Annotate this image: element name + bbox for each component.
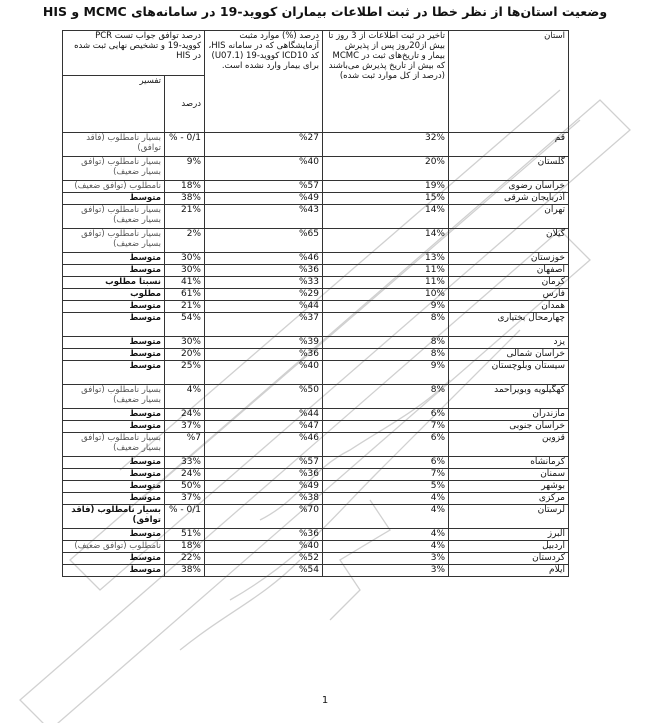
table-row [63,565,569,577]
interpretation-cell: متوسط [63,409,165,421]
province-cell: قم [449,133,569,157]
interpretation-cell: نامطلوب (توافق ضعیف) [63,181,165,193]
province-cell: مرکزی [449,493,569,505]
positive-lab-cell: %49 [205,193,323,205]
positive-lab-cell: %36 [205,529,323,541]
late-entry-cell: 20% [323,157,449,181]
positive-lab-cell: %46 [205,433,323,457]
positive-lab-cell: %47 [205,421,323,433]
province-cell: آذربایجان شرقی [449,193,569,205]
late-entry-cell: 14% [323,205,449,229]
province-cell: اصفهان [449,265,569,277]
document-title: وضعیت استان‌ها از نظر خطا در ثبت اطلاعات بیماران کووید-19 در سامانه‌های MCMC و HIS [42,4,608,19]
late-entry-cell: 8% [323,349,449,361]
positive-lab-cell: %37 [205,313,323,337]
late-entry-cell: 8% [323,337,449,349]
pcr-percent-cell: 24% [165,409,205,421]
header-province: استان [449,31,569,133]
header-positive-lab: درصد (%) موارد مثبت آزمایشگاهی که در سامانه HIS، کد ICD10 کووید-19 (U07.1) برای بیمار وارد نشده است. [205,31,323,133]
interpretation-cell: بسیار نامطلوب (فاقد توافق) [63,505,165,529]
pcr-percent-cell: 54% [165,313,205,337]
positive-lab-cell: %43 [205,205,323,229]
interpretation-cell: بسیار نامطلوب (توافق بسیار ضعیف) [63,229,165,253]
province-cell: چهارمحال بختیاری [449,313,569,337]
interpretation-cell: متوسط [63,253,165,265]
pcr-percent-cell: 41% [165,277,205,289]
province-cell: لرستان [449,505,569,529]
late-entry-cell: 15% [323,193,449,205]
province-cell: خراسان شمالی [449,349,569,361]
interpretation-cell: متوسط [63,265,165,277]
table-row [63,313,569,337]
positive-lab-cell: %29 [205,289,323,301]
province-cell: خراسان رضوی [449,181,569,193]
table-row [63,289,569,301]
table-row [63,529,569,541]
interpretation-cell: متوسط [63,457,165,469]
table-row [63,157,569,181]
late-entry-cell: 19% [323,181,449,193]
pcr-percent-cell: 9% [165,157,205,181]
header-pcr-percent: درصد [165,76,205,133]
positive-lab-cell: %57 [205,181,323,193]
late-entry-cell: 6% [323,457,449,469]
pcr-percent-cell: 21% [165,205,205,229]
interpretation-cell: بسیار نامطلوب (توافق بسیار ضعیف) [63,157,165,181]
positive-lab-cell: %44 [205,301,323,313]
late-entry-cell: 6% [323,409,449,421]
pcr-percent-cell: 0/1 - % [165,133,205,157]
table-row [63,505,569,529]
positive-lab-cell: %38 [205,493,323,505]
table-body [63,133,569,577]
table-row [63,361,569,385]
province-cell: کهگیلویه وبویراحمد [449,385,569,409]
late-entry-cell: 6% [323,433,449,457]
table-row [63,433,569,457]
interpretation-cell: متوسط [63,565,165,577]
interpretation-cell: نامطلوب (توافق ضعیف) [63,541,165,553]
positive-lab-cell: %40 [205,157,323,181]
province-cell: خراسان جنوبی [449,421,569,433]
positive-lab-cell: %36 [205,349,323,361]
province-cell: سیستان وبلوچستان [449,361,569,385]
interpretation-cell: بسیار نامطلوب (توافق بسیار ضعیف) [63,205,165,229]
interpretation-cell: بسیار نامطلوب (فاقد توافق) [63,133,165,157]
pcr-percent-cell: 30% [165,265,205,277]
interpretation-cell: متوسط [63,313,165,337]
province-cell: کرمان [449,277,569,289]
positive-lab-cell: %27 [205,133,323,157]
province-cell: خوزستان [449,253,569,265]
interpretation-cell: بسیار نامطلوب (توافق بسیار ضعیف) [63,385,165,409]
province-cell: بوشهر [449,481,569,493]
header-pcr-interpretation: تفسیر [63,76,165,133]
table-row [63,553,569,565]
interpretation-cell: متوسط [63,469,165,481]
pcr-percent-cell: 22% [165,553,205,565]
pcr-percent-cell: 30% [165,337,205,349]
positive-lab-cell: %52 [205,553,323,565]
pcr-percent-cell: 20% [165,349,205,361]
table-row [63,541,569,553]
late-entry-cell: 14% [323,229,449,253]
table-row [63,181,569,193]
table-row [63,301,569,313]
table-row [63,385,569,409]
positive-lab-cell: %49 [205,481,323,493]
pcr-percent-cell: 51% [165,529,205,541]
interpretation-cell: متوسط [63,349,165,361]
province-cell: یزد [449,337,569,349]
positive-lab-cell: %65 [205,229,323,253]
interpretation-cell: متوسط [63,301,165,313]
province-cell: قزوین [449,433,569,457]
table-row [63,493,569,505]
late-entry-cell: 11% [323,265,449,277]
interpretation-cell: متوسط [63,193,165,205]
province-cell: ایلام [449,565,569,577]
late-entry-cell: 5% [323,481,449,493]
province-cell: فارس [449,289,569,301]
pcr-percent-cell: 2% [165,229,205,253]
table-row [63,349,569,361]
positive-lab-cell: %39 [205,337,323,349]
positive-lab-cell: %40 [205,541,323,553]
pcr-percent-cell: 25% [165,361,205,385]
late-entry-cell: 4% [323,529,449,541]
table-row [63,277,569,289]
positive-lab-cell: %57 [205,457,323,469]
table-row [63,481,569,493]
pcr-percent-cell: 33% [165,457,205,469]
positive-lab-cell: %54 [205,565,323,577]
pcr-percent-cell: 37% [165,421,205,433]
table-row [63,469,569,481]
table-row [63,205,569,229]
pcr-percent-cell: 18% [165,541,205,553]
provinces-table [62,30,569,577]
table-row [63,337,569,349]
positive-lab-cell: %33 [205,277,323,289]
province-cell: اردبیل [449,541,569,553]
late-entry-cell: 3% [323,565,449,577]
page-number: 1 [321,695,329,706]
province-cell: مازندران [449,409,569,421]
province-cell: تهران [449,205,569,229]
late-entry-cell: 3% [323,553,449,565]
table-row [63,193,569,205]
pcr-percent-cell: 21% [165,301,205,313]
late-entry-cell: 8% [323,385,449,409]
late-entry-cell: 4% [323,493,449,505]
pcr-percent-cell: 50% [165,481,205,493]
interpretation-cell: متوسط [63,337,165,349]
positive-lab-cell: %70 [205,505,323,529]
province-cell: کرمانشاه [449,457,569,469]
positive-lab-cell: %46 [205,253,323,265]
late-entry-cell: 7% [323,421,449,433]
interpretation-cell: نسبتا مطلوب [63,277,165,289]
late-entry-cell: 9% [323,361,449,385]
positive-lab-cell: %40 [205,361,323,385]
pcr-percent-cell: 61% [165,289,205,301]
province-cell: البرز [449,529,569,541]
pcr-percent-cell: 4% [165,385,205,409]
pcr-percent-cell: 24% [165,469,205,481]
late-entry-cell: 8% [323,313,449,337]
province-cell: گلستان [449,157,569,181]
header-late-entry: تاخیر در ثبت اطلاعات از 3 روز تا بیش از20روز پس از پذیرش بیمار و تاریخ‌های ثبت در MCMC که بیش از تاریخ پذیرش می‌باشند (درصد از کل موارد ثبت شده) [323,31,449,133]
positive-lab-cell: %50 [205,385,323,409]
late-entry-cell: 4% [323,505,449,529]
interpretation-cell: متوسط [63,529,165,541]
table-row [63,253,569,265]
late-entry-cell: 9% [323,301,449,313]
province-cell: همدان [449,301,569,313]
pcr-percent-cell: %7 [165,433,205,457]
pcr-percent-cell: 38% [165,193,205,205]
table-row [63,409,569,421]
table-row [63,265,569,277]
interpretation-cell: متوسط [63,361,165,385]
late-entry-cell: 4% [323,541,449,553]
pcr-percent-cell: 0/1 - % [165,505,205,529]
province-cell: کردستان [449,553,569,565]
table-row [63,457,569,469]
late-entry-cell: 11% [323,277,449,289]
table-row [63,421,569,433]
interpretation-cell: متوسط [63,553,165,565]
pcr-percent-cell: 37% [165,493,205,505]
late-entry-cell: 7% [323,469,449,481]
province-cell: گیلان [449,229,569,253]
interpretation-cell: متوسط [63,481,165,493]
positive-lab-cell: %36 [205,469,323,481]
pcr-percent-cell: 30% [165,253,205,265]
interpretation-cell: بسیار نامطلوب (توافق بسیار ضعیف) [63,433,165,457]
late-entry-cell: 32% [323,133,449,157]
late-entry-cell: 13% [323,253,449,265]
header-pcr-group: درصد توافق جواب تست PCR کووید-19 و تشخیص نهایی ثبت شده در HIS [63,31,205,76]
late-entry-cell: 10% [323,289,449,301]
pcr-percent-cell: 18% [165,181,205,193]
pcr-percent-cell: 38% [165,565,205,577]
positive-lab-cell: %36 [205,265,323,277]
interpretation-cell: مطلوب [63,289,165,301]
interpretation-cell: متوسط [63,493,165,505]
table-row [63,133,569,157]
interpretation-cell: متوسط [63,421,165,433]
positive-lab-cell: %44 [205,409,323,421]
table-row [63,229,569,253]
province-cell: سمنان [449,469,569,481]
